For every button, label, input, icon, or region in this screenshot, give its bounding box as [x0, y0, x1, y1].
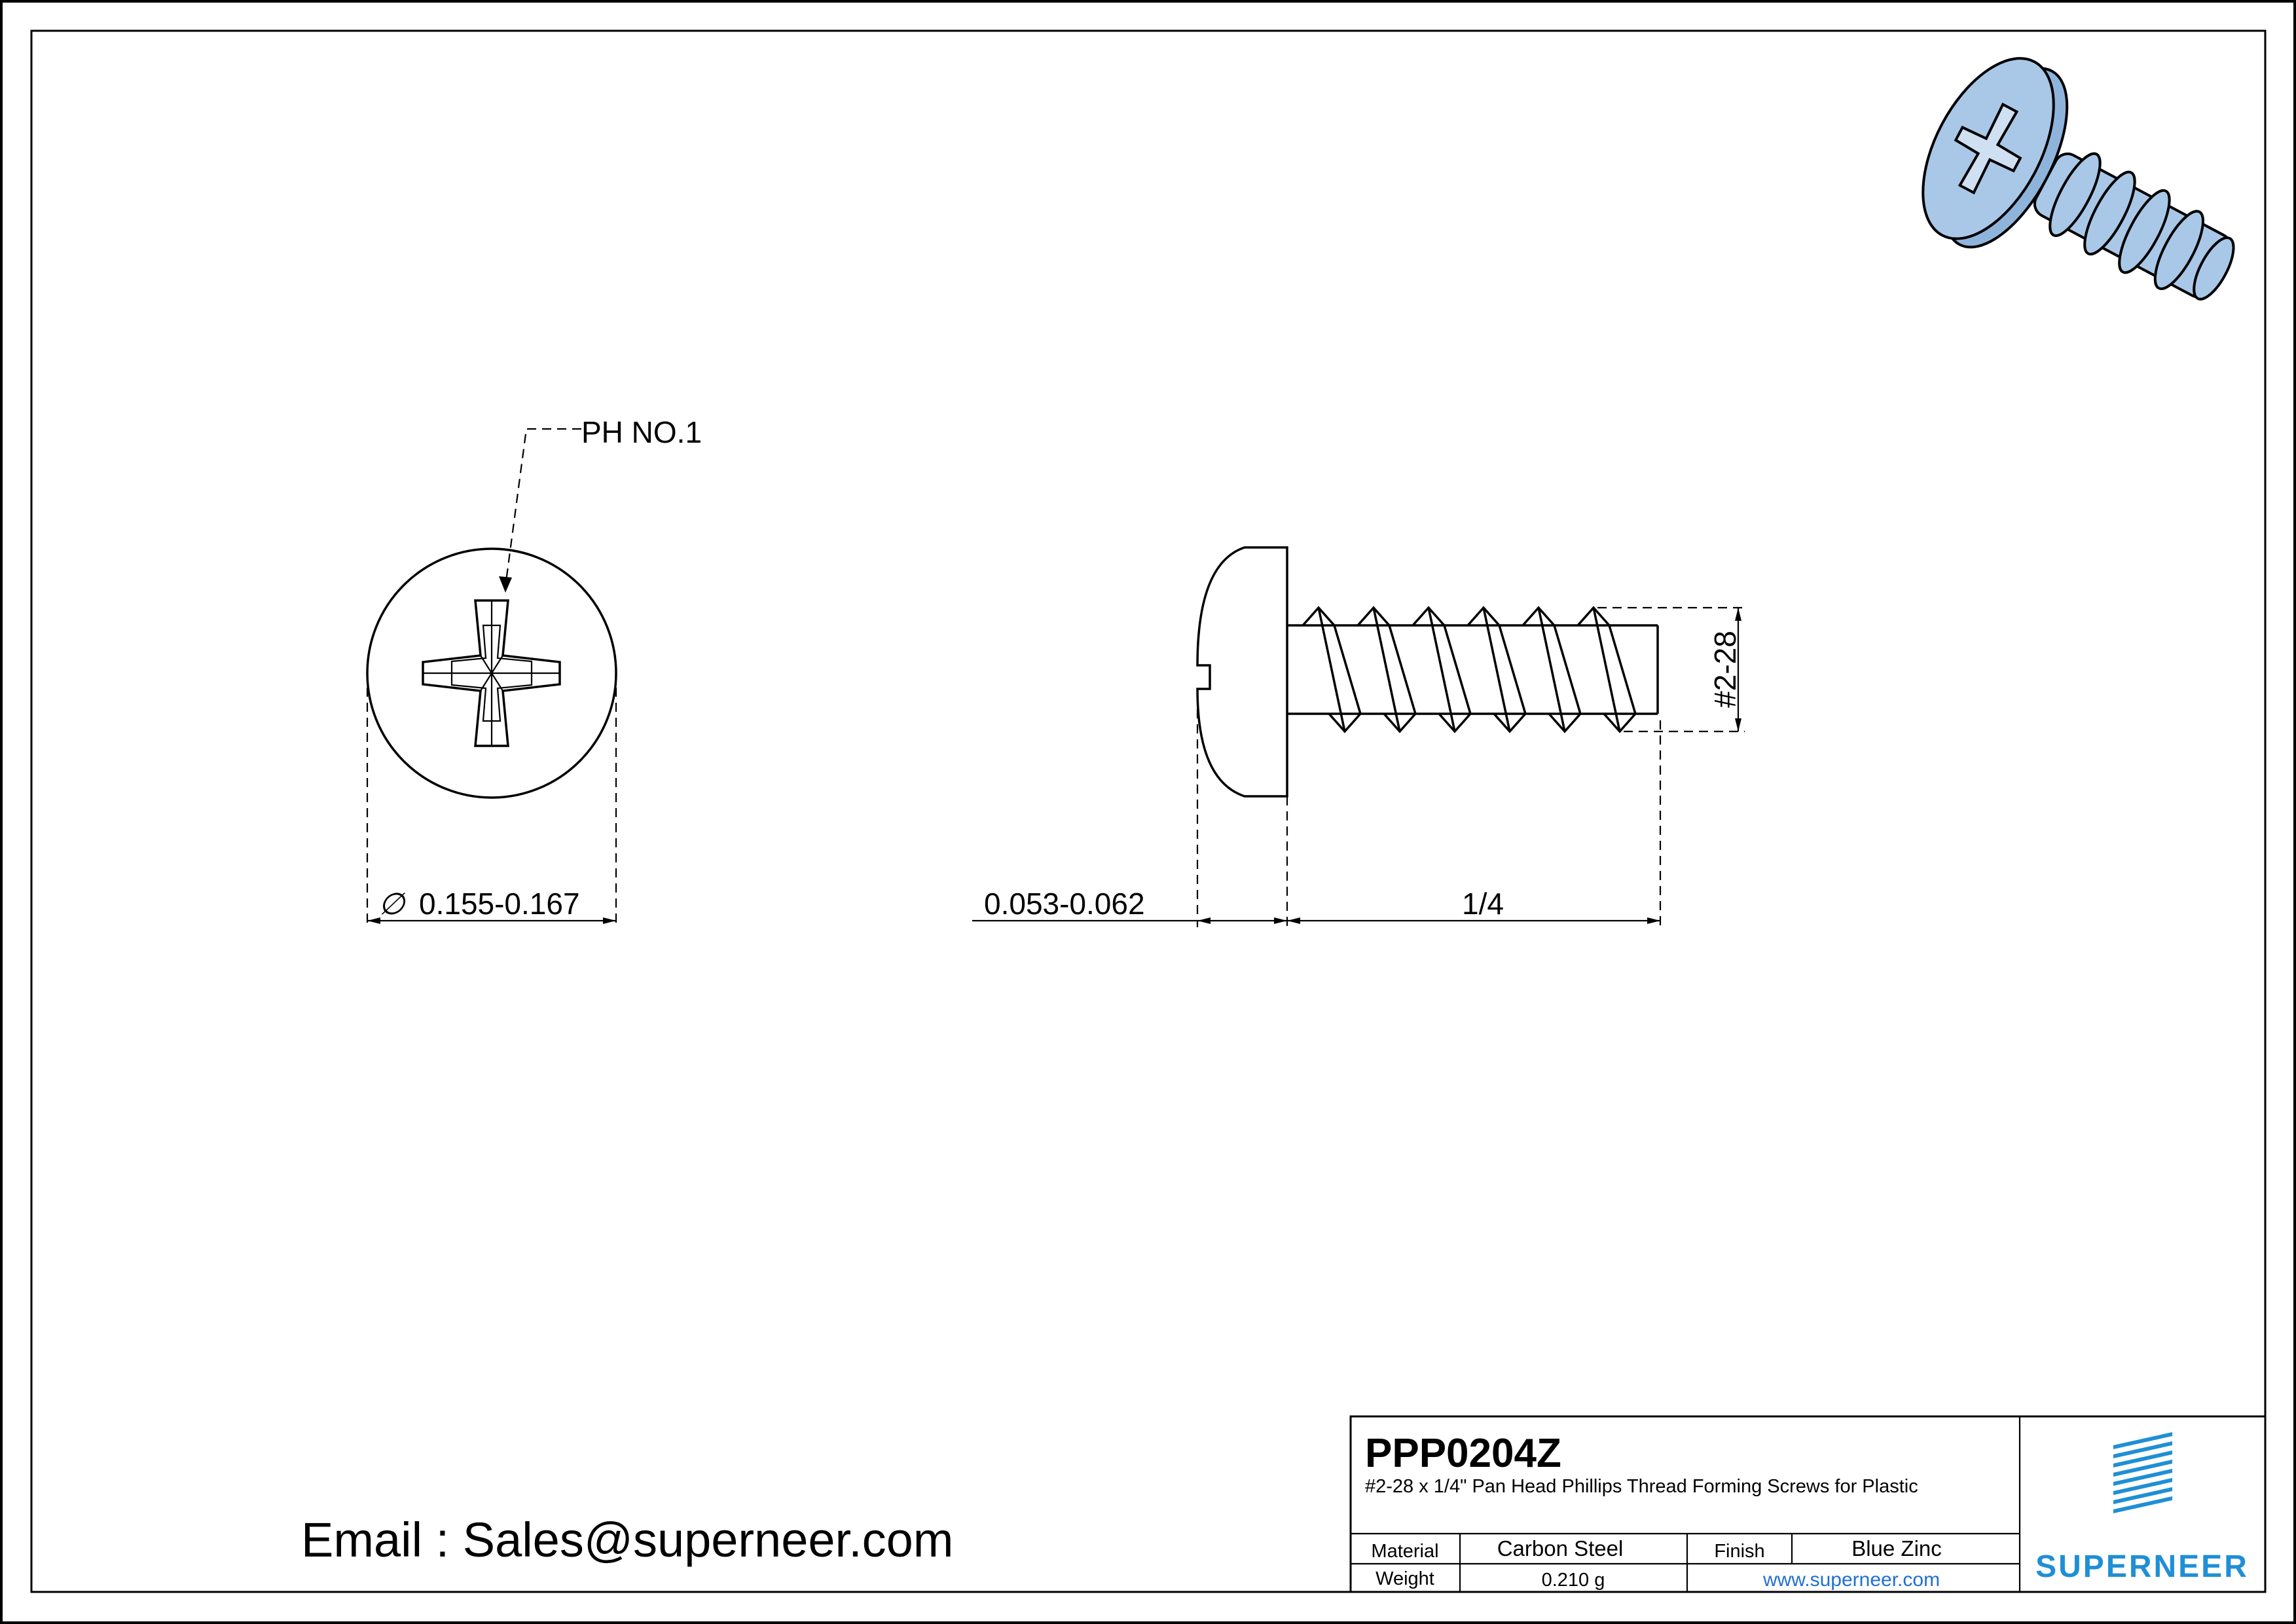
pan-head — [1197, 547, 1287, 796]
outer-border — [1, 1, 2295, 1623]
dim-head-height: 0.053-0.062 — [984, 887, 1145, 921]
brand-name: SUPERNEER — [2035, 1549, 2249, 1584]
side-view — [972, 547, 1745, 927]
screw-3d-illustration — [1896, 37, 2271, 361]
diameter-symbol: ∅ — [378, 887, 405, 921]
title-block — [1351, 1416, 2265, 1592]
inner-border — [31, 31, 2265, 1592]
weight-value: 0.210 g — [1541, 1570, 1605, 1591]
part-description: #2-28 x 1/4" Pan Head Phillips Thread Forming Screws for Plastic — [1365, 1476, 1918, 1497]
thread-crests-bottom — [1329, 714, 1635, 731]
finish-label: Finish — [1714, 1541, 1765, 1562]
part-number: PPP0204Z — [1365, 1431, 1561, 1476]
top-view — [367, 415, 702, 927]
dim-length: 1/4 — [1462, 887, 1504, 921]
callout-leader — [505, 429, 581, 586]
dim-thread: #2-28 — [1708, 631, 1742, 708]
finish-value: Blue Zinc — [1851, 1536, 1942, 1560]
thread-crests-top — [1303, 608, 1609, 625]
weight-label: Weight — [1376, 1568, 1434, 1589]
callout-arrowhead — [499, 576, 512, 593]
material-label: Material — [1371, 1541, 1439, 1562]
email-line: Email : Sales@superneer.com — [301, 1513, 954, 1567]
phillips-callout: PH NO.1 — [581, 415, 702, 449]
website-link[interactable]: www.superneer.com — [1762, 1569, 1941, 1591]
dim-head-diameter: 0.155-0.167 — [419, 887, 580, 921]
material-value: Carbon Steel — [1497, 1536, 1624, 1560]
